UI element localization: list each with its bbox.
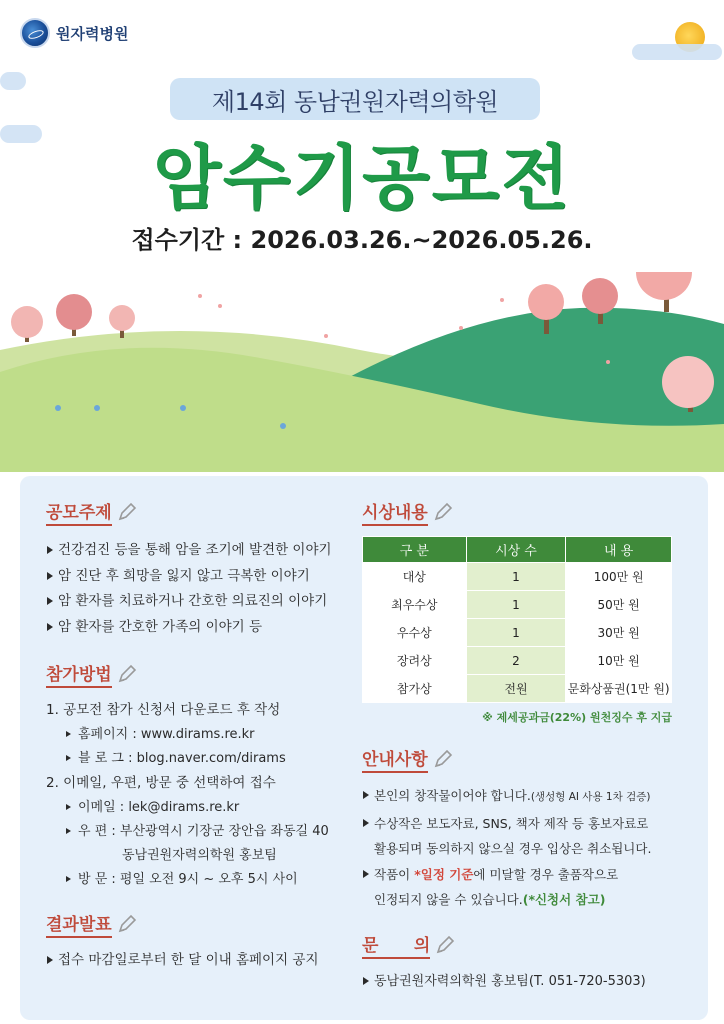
visit-hours: 방 문 : 평일 오전 9시 ~ 오후 5시 사이 [46, 868, 346, 892]
tax-note: ※ 제세공과금(22%) 원천징수 후 지급 [482, 711, 672, 724]
section-title-method [46, 660, 346, 688]
table-header-cell: 내 용 [566, 537, 672, 563]
table-row [363, 675, 672, 703]
list-item: 암 환자를 간호한 가족의 이야기 등 [46, 615, 346, 641]
event-subtitle: 제14회 동남권원자력의학원 [170, 78, 540, 120]
notice-ai-note: (생성형 AI 사용 1차 검증) [530, 791, 651, 803]
submission-period: 접수기간 : 2026.03.26.~2026.05.26. [131, 226, 593, 254]
section-title-label: 참가방법 [46, 660, 112, 688]
list-item: 건강검진 등을 통해 암을 조기에 발견한 이야기 [46, 538, 346, 564]
table-header-row [363, 537, 672, 563]
notice-text: 에 미달할 경우 출품작으로 [473, 866, 619, 882]
notice-text: 인정되지 않을 수 있습니다. [374, 892, 523, 907]
section-title-result [46, 910, 346, 938]
table-cell: 대상 [363, 563, 467, 591]
blog-link[interactable]: 블 로 그 : blog.naver.com/dirams [46, 747, 346, 771]
awards-table [362, 536, 672, 703]
notice-ref-note: (*신청서 참고) [522, 892, 606, 907]
right-column [362, 498, 682, 994]
result-item: 접수 마감일로부터 한 달 이내 홈페이지 공지 [46, 948, 346, 974]
table-cell: 2 [466, 647, 566, 675]
notice-list [362, 783, 682, 913]
section-title-theme [46, 498, 346, 526]
pencil-icon [434, 934, 456, 956]
theme-list [46, 538, 346, 640]
post-address-line2: 동남권원자력의학원 홍보팀 [122, 848, 277, 863]
atom-logo-icon [20, 18, 50, 48]
table-row [363, 563, 672, 591]
table-cell: 문화상품권(1만 원) [566, 675, 672, 703]
hills-illustration [0, 272, 724, 472]
section-title-notice [362, 745, 682, 773]
table-cell: 전원 [466, 675, 566, 703]
table-row [363, 591, 672, 619]
notice-highlight: *일정 기준 [414, 866, 474, 882]
list-item: 암 진단 후 희망을 잃지 않고 극복한 이야기 [46, 564, 346, 590]
notice-item-3-cont [362, 887, 682, 913]
section-title-awards [362, 498, 682, 526]
notice-item-2-cont: 활용되며 동의하지 않으실 경우 입상은 취소됩니다. [374, 841, 652, 856]
table-cell: 100만 원 [566, 563, 672, 591]
org-name: 원자력병원 [56, 24, 129, 43]
notice-item-3 [362, 862, 682, 888]
table-cell: 1 [466, 591, 566, 619]
post-address: 우 편 : 부산광역시 기장군 장안읍 좌동길 40 [46, 820, 346, 844]
section-title-label: 시상내용 [362, 498, 428, 526]
table-cell: 30만 원 [566, 619, 672, 647]
notice-item-1 [362, 783, 682, 811]
left-column [46, 498, 346, 974]
table-header-cell: 시상 수 [466, 537, 566, 563]
notice-text: 본인의 창작물이어야 합니다. [374, 788, 531, 803]
method-list [46, 698, 346, 892]
email-link[interactable]: 이메일 : lek@dirams.re.kr [46, 796, 346, 820]
cloud-illustration [632, 44, 722, 60]
table-row [363, 619, 672, 647]
pencil-icon [432, 501, 454, 523]
table-cell: 우수상 [363, 619, 467, 647]
section-title-label: 문 의 [362, 931, 430, 959]
section-title-label: 안내사항 [362, 745, 428, 773]
pencil-icon [432, 748, 454, 770]
pencil-icon [116, 501, 138, 523]
table-cell: 10만 원 [566, 647, 672, 675]
method-step-1: 1. 공모전 참가 신청서 다운로드 후 작성 [46, 702, 281, 718]
notice-text: 작품이 [374, 866, 415, 882]
table-cell: 장려상 [363, 647, 467, 675]
pencil-icon [116, 663, 138, 685]
table-header-cell: 구 분 [363, 537, 467, 563]
list-item: 암 환자를 치료하거나 간호한 의료진의 이야기 [46, 589, 346, 615]
table-cell: 1 [466, 563, 566, 591]
table-cell: 참가상 [363, 675, 467, 703]
homepage-link[interactable]: 홈페이지 : www.dirams.re.kr [46, 723, 346, 747]
page-title: 암수기공모전 [153, 137, 571, 219]
org-logo [20, 18, 128, 48]
pencil-icon [116, 913, 138, 935]
contact-item: 동남권원자력의학원 홍보팀(T. 051-720-5303) [362, 969, 682, 995]
cloud-illustration [0, 72, 26, 90]
table-cell: 1 [466, 619, 566, 647]
section-title-label: 공모주제 [46, 498, 112, 526]
table-cell: 최우수상 [363, 591, 467, 619]
method-step-2: 2. 이메일, 우편, 방문 중 선택하여 접수 [46, 775, 276, 791]
section-title-contact [362, 931, 682, 959]
table-row [363, 647, 672, 675]
table-cell: 50만 원 [566, 591, 672, 619]
notice-item-2: 수상작은 보도자료, SNS, 책자 제작 등 홍보자료로 [362, 811, 682, 837]
section-title-label: 결과발표 [46, 910, 112, 938]
